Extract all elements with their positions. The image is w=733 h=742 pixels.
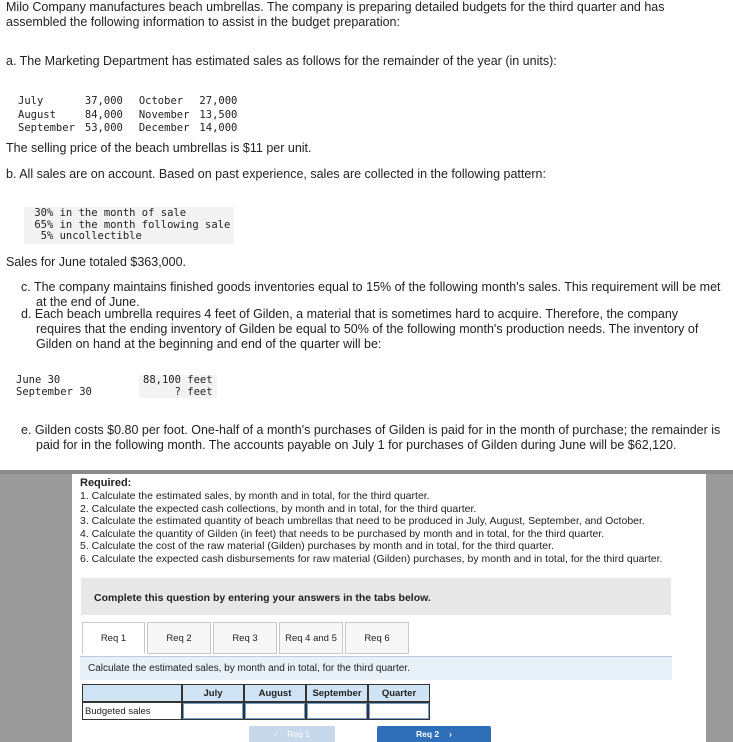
table-row — [82, 702, 430, 720]
column-header-august: August — [244, 684, 306, 702]
list-item: 30% in the month of sale — [28, 207, 187, 219]
next-req-button[interactable] — [377, 726, 491, 742]
list-item: 2. Calculate the expected cash collections, by month and in total, for the third quarter. — [80, 502, 477, 515]
tab-req-3[interactable]: Req 3 — [213, 622, 277, 654]
previous-req-button[interactable] — [249, 726, 335, 742]
september-sales-cell — [306, 702, 368, 720]
tab-req-6[interactable]: Req 6 — [345, 622, 409, 654]
chevron-left-icon: ‹ — [274, 729, 278, 739]
table-row — [18, 123, 245, 135]
month-label: August — [18, 108, 56, 121]
collection-pattern — [24, 207, 234, 244]
september-sales-input[interactable] — [307, 703, 367, 719]
sales-forecast-table — [16, 94, 247, 137]
quarter-sales-cell — [368, 702, 430, 720]
selling-price-text: The selling price of the beach umbrellas is $11 per unit. — [6, 141, 312, 155]
requirement-tabs — [82, 622, 411, 654]
inventory-value: 88,100 feet — [139, 375, 217, 387]
month-label: September — [18, 122, 75, 134]
month-label: December — [138, 122, 190, 134]
date-label: June 30 — [16, 374, 61, 386]
previous-req-label: Req 1 — [287, 729, 310, 739]
column-header-quarter: Quarter — [368, 684, 430, 702]
question-panel-content — [72, 474, 706, 742]
unit-value: 53,000 — [84, 122, 123, 134]
row-label-budgeted-sales: Budgeted sales — [82, 702, 182, 720]
table-row — [16, 375, 217, 387]
column-header-july: July — [182, 684, 244, 702]
column-header-blank — [82, 684, 182, 702]
table-header-row — [82, 684, 430, 702]
inventory-value: ? feet — [139, 387, 217, 399]
list-item: 65% in the month following sale — [28, 218, 231, 231]
item-e-text: e. Gilden costs $0.80 per foot. One-half of a month's purchases of Gilden is paid for in the month of purchase; the remainder is paid for in the following month. The accounts payable on July 1 for purchases of Gilden during June will be $62,120. — [21, 423, 721, 452]
tab-instruction: Calculate the estimated sales, by month and in total, for the third quarter. — [88, 663, 410, 674]
table-row — [18, 96, 245, 108]
list-item: 3. Calculate the estimated quantity of beach umbrellas that need to be produced in July, August, September, and October. — [80, 515, 645, 528]
instructions-banner — [81, 578, 671, 615]
month-label: October — [138, 95, 184, 107]
item-b-text: b. All sales are on account. Based on past experience, sales are collected in the following pattern: — [6, 167, 546, 181]
unit-value: 37,000 — [84, 95, 123, 107]
unit-value: 13,500 — [199, 108, 238, 121]
july-sales-cell — [182, 702, 244, 720]
item-d-text: d. Each beach umbrella requires 4 feet of Gilden, a material that is sometimes hard to acquire. Therefore, the company requires that the ending inventory of Gilden be equal to 50% of the following month's production needs. The inventory of Gilden on hand at the beginning and end of the quarter will be: — [21, 307, 699, 351]
unit-value: 14,000 — [199, 122, 238, 134]
table-row — [16, 387, 217, 399]
august-sales-cell — [244, 702, 306, 720]
list-item: 1. Calculate the estimated sales, by month and in total, for the third quarter. — [80, 490, 430, 502]
list-item: 4. Calculate the quantity of Gilden (in feet) that needs to be purchased by month and in total, for the third quarter. — [80, 527, 605, 540]
complete-instructions: Complete this question by entering your answers in the tabs below. — [94, 592, 431, 604]
item-c-text: c. The company maintains finished goods inventories equal to 15% of the following month's sales. This requirement will be met at the end of June. — [21, 280, 721, 309]
budgeted-sales-table — [82, 684, 430, 720]
tab-req-4-and-5[interactable]: Req 4 and 5 — [279, 622, 343, 654]
june-sales-text: Sales for June totaled $363,000. — [6, 255, 186, 269]
july-sales-input[interactable] — [183, 703, 243, 719]
tab-req-2[interactable]: Req 2 — [147, 622, 211, 654]
unit-value: 84,000 — [84, 108, 123, 121]
column-header-september: September — [306, 684, 368, 702]
next-req-label: Req 2 — [416, 729, 440, 739]
gilden-inventory-table — [16, 375, 217, 398]
tab-req-1[interactable]: Req 1 — [82, 622, 145, 654]
month-label: July — [18, 95, 44, 107]
august-sales-input[interactable] — [245, 703, 305, 719]
month-label: November — [138, 108, 190, 121]
chevron-right-icon: › — [449, 729, 452, 739]
list-item: 6. Calculate the expected cash disbursements for raw material (Gilden) purchases, by month and in total, for the third quarter. — [80, 552, 663, 565]
required-list — [80, 490, 662, 566]
tab-instruction-bar — [80, 656, 672, 680]
date-label: September 30 — [16, 385, 92, 398]
item-a-text: a. The Marketing Department has estimated sales as follows for the remainder of the year (in units): — [6, 54, 557, 68]
list-item: 5. Calculate the cost of the raw material (Gilden) purchases by month and in total, for the third quarter. — [80, 540, 554, 553]
list-item: 5% uncollectible — [28, 230, 142, 242]
quarter-sales-input[interactable] — [369, 703, 429, 719]
table-row — [18, 110, 245, 122]
intro-text: Milo Company manufactures beach umbrellas. The company is preparing detailed budgets for the third quarter and has assembled the following information to assist in the budget preparation: — [6, 0, 665, 29]
required-title: Required: — [80, 477, 132, 489]
unit-value: 27,000 — [199, 95, 238, 107]
question-panel — [0, 474, 733, 742]
